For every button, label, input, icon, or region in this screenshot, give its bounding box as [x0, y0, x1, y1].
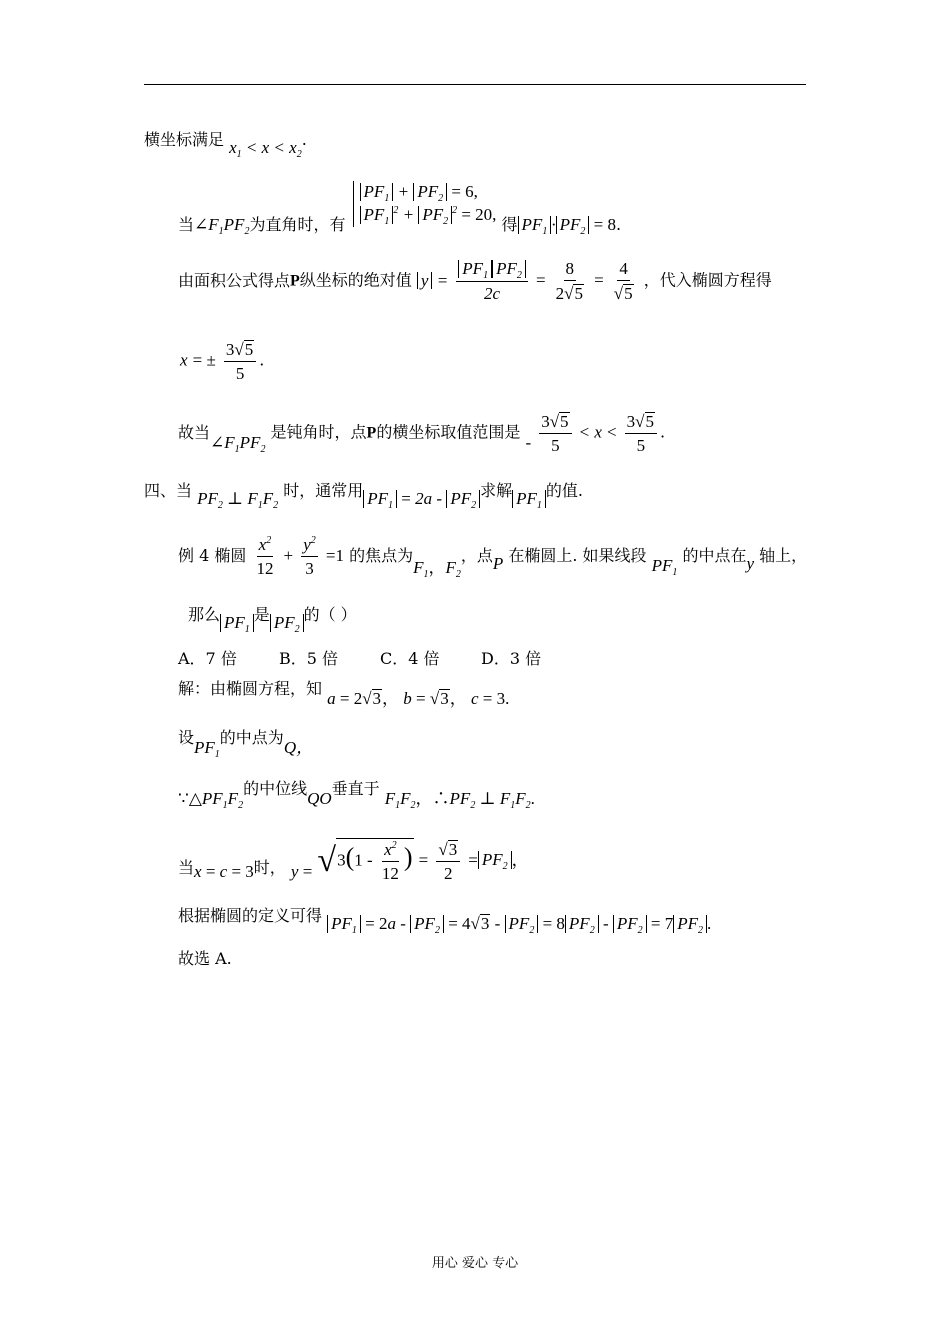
text: 在椭圆上. 如果线段 — [508, 546, 647, 565]
page-footer: 用心 爱心 专心 — [431, 1256, 519, 1271]
product-result: $PF_1 \cdot PF_2 = 8$ — [518, 215, 616, 234]
option-c[interactable]: C．4 倍 — [380, 649, 440, 668]
option-a[interactable]: A．7 倍 — [178, 649, 237, 668]
midpoint-q: Q， — [283, 738, 314, 757]
equation-1: $PF_1 + PF_2 = 6$, — [360, 181, 497, 204]
solution-line-2 — [178, 728, 314, 760]
ellipse-y-term: $\frac{y^2}{3}$ — [303, 535, 316, 578]
example-4-question — [188, 605, 357, 635]
q1: $PF_1$ — [220, 613, 254, 632]
x-value-line: x = ± $\frac{3√5}{5}$ . — [180, 340, 265, 383]
var-p: P — [366, 424, 377, 442]
inequality: $x_1 < x < x_2$ — [229, 138, 302, 160]
range-statement — [144, 130, 307, 160]
var-p: P — [492, 554, 504, 573]
text: 故当 — [178, 422, 211, 442]
period: . — [259, 350, 265, 370]
text: 的中点为 — [219, 728, 284, 747]
example-label: 例 4 椭圆 — [178, 546, 247, 565]
example-4-statement: 例 4 椭圆 $\frac{x^2}{12}$ + $\frac{y^2}{3}$ =1 的焦点为$F_1$，$F_2$，点P 在椭圆上. 如果线段 $PF_1$ 的中点在y 轴上， — [178, 535, 808, 580]
fraction-2: $\frac{8}{2√5}$ — [555, 259, 583, 303]
conclusion: $F_1F_2$，$\therefore PF_2$ ⊥ $F_1F_2$. — [384, 789, 535, 811]
equation-rhs: =1 — [325, 546, 344, 565]
solution-line-3 — [178, 779, 535, 811]
text: 为直角时，有 — [249, 215, 346, 235]
var-y: y — [746, 554, 755, 573]
section-4-heading — [144, 481, 583, 511]
text: 当 — [178, 215, 195, 235]
option-b[interactable]: B．5 倍 — [279, 649, 339, 668]
text: 的中位线 — [243, 779, 308, 798]
ellipse-x-term: $\frac{x^2}{12}$ — [256, 535, 274, 578]
text: 解：由椭圆方程，知 — [178, 679, 323, 698]
text: 得 — [501, 215, 518, 235]
perpendicular-condition: $PF_2$ ⊥ $F_1F_2$ — [197, 489, 279, 511]
text: 是钝角时，点 — [270, 422, 367, 442]
fraction: $\frac{3√5}{5}$ — [224, 340, 256, 382]
text: 求解 — [480, 481, 513, 500]
period: . — [615, 215, 622, 235]
formula: $PF_1 = 2a - PF_2$ — [363, 489, 480, 508]
abs-y: y = — [417, 271, 448, 290]
fraction-1: $\frac{PF_1 PF_2}{2c}$ — [456, 260, 528, 302]
solution-line-5 — [178, 906, 712, 936]
period: . — [301, 130, 307, 149]
params: a = 2√3， b = √3， c = 3. — [327, 689, 510, 708]
text: 纵坐标的绝对值 — [299, 270, 412, 290]
solution-answer — [178, 951, 232, 967]
area-formula-line: 由面积公式得点P纵坐标的绝对值 y = $\frac{PF_1 PF_2}{2c}$ = $\frac{8}{2√5}$ = $\frac{4}{√5}$ ，代入椭圆方程得 — [178, 259, 772, 303]
definition-derivation: $PF_1 = 2a - PF_2 = 4√3 - PF_2 = 8$ $PF_2 - PF_2 = 7$ $PF_2$ . — [327, 914, 711, 933]
condition: x = c = 3 — [194, 862, 254, 882]
answer-options — [178, 651, 582, 667]
lower-bound: $\frac{3√5}{5}$ — [539, 412, 571, 454]
radical: 3(1 - $\frac{x^2}{12}$ ) — [337, 840, 413, 883]
text: 时，通常用 — [283, 481, 364, 500]
upper-bound: $\frac{3√5}{5}$ — [625, 412, 657, 454]
text: 的焦点为 — [349, 546, 414, 565]
equation-2: $PF_1^2 + PF_2^2 = 20$, — [360, 204, 497, 227]
text: 时， — [253, 858, 286, 878]
foci: $F_1$，$F_2$ — [413, 558, 461, 580]
solution-line-1 — [178, 679, 510, 708]
final-answer: 故选 A. — [178, 949, 232, 968]
triangle: $\because\triangle PF_1F_2$ — [178, 789, 244, 811]
text: 轴上， — [759, 546, 808, 565]
header-rule — [144, 84, 806, 85]
system-of-equations — [353, 181, 497, 227]
text: 垂直于 — [331, 779, 380, 798]
section-label: 四、当 — [144, 481, 193, 500]
period: . — [660, 422, 666, 442]
text: 设 — [178, 728, 195, 747]
target: $PF_1$ — [512, 489, 546, 508]
q2: $PF_2$ — [270, 613, 304, 632]
segment: $PF_1$ — [651, 556, 678, 578]
angle: $\angle F_1PF_2$ — [194, 215, 250, 238]
text: 的（ ） — [303, 605, 357, 624]
sqrt3-over-2: $\frac{√3}{2}$ — [436, 840, 460, 882]
text: ，点 — [460, 546, 493, 565]
solution-line-4: 当x = c = 3时， y = √3(1 - $\frac{x^2}{12}$ ) = $\frac{√3}{2}$ = $PF_2$ ， — [178, 839, 529, 883]
obtuse-angle-range: 故当$\angle F_1PF_2$ 是钝角时，点P的横坐标取值范围是 - $\frac{3√5}{5}$ < x < $\frac{3√5}{5}$ . — [178, 412, 666, 455]
segment: $PF_1$ — [194, 738, 220, 760]
right-angle-case — [178, 181, 622, 238]
text: 当 — [178, 858, 195, 878]
var-p: P — [290, 272, 300, 290]
text: 的中点在 — [682, 546, 747, 565]
text: 横坐标满足 — [144, 130, 225, 149]
option-d[interactable]: D．3 倍 — [481, 649, 542, 668]
text: 的值. — [545, 481, 583, 500]
angle: $\angle F_1PF_2$ — [210, 432, 266, 455]
text: ，代入椭圆方程得 — [643, 270, 772, 290]
text: 是 — [253, 605, 270, 624]
text: 根据椭圆的定义可得 — [178, 906, 323, 925]
midline: QO — [307, 789, 332, 808]
text: 由面积公式得点 — [178, 270, 291, 290]
text: 那么 — [188, 605, 221, 624]
fraction-3: $\frac{4}{√5}$ — [613, 259, 633, 303]
text: 的横坐标取值范围是 — [376, 422, 521, 442]
